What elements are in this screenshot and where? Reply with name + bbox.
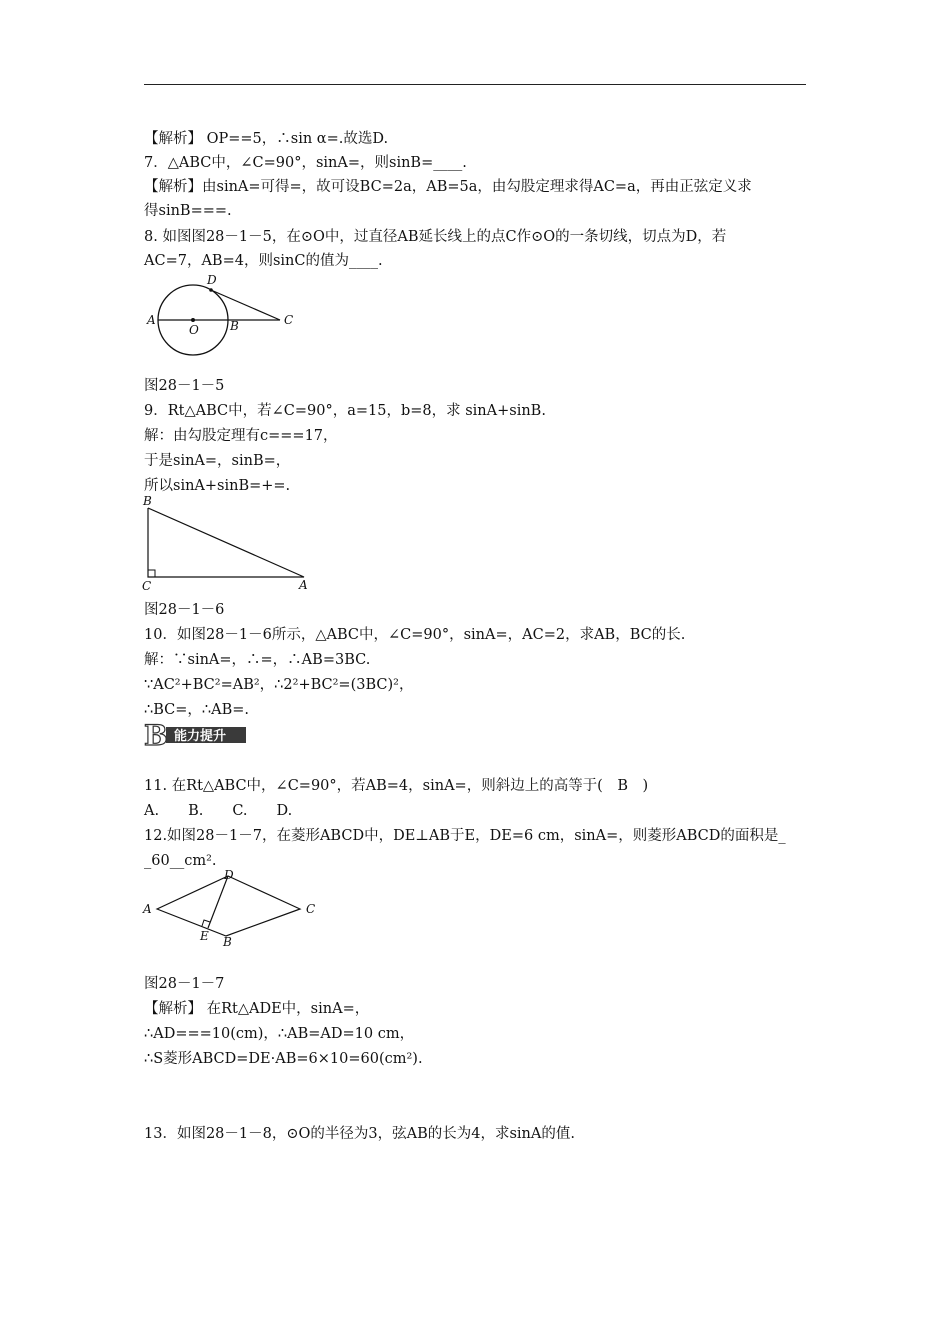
- label-c: C: [284, 313, 294, 327]
- analysis-7-line2: 得sinB===.: [144, 203, 232, 219]
- question-11: 11. 在Rt△ABC中，∠C=90°，若AB=4，sinA=，则斜边上的高等于( B ): [144, 778, 649, 794]
- figure-caption-28-1-5: 图28－1－5: [144, 378, 225, 394]
- header-rule: [144, 84, 806, 85]
- options-11: A. B. C. D.: [144, 803, 293, 819]
- analysis-12-line1: 【解析】 在Rt△ADE中，sinA=，: [144, 1001, 370, 1017]
- tangent-line: [211, 290, 280, 320]
- tangent-point-dot: [209, 288, 213, 292]
- label-b: B: [223, 935, 232, 949]
- center-dot: [191, 318, 195, 322]
- label-d: D: [224, 868, 234, 882]
- question-13: 13．如图28－1－8，⊙O的半径为3，弦AB的长为4，求sinA的值.: [144, 1126, 575, 1142]
- rhombus: [157, 876, 300, 936]
- banner-letter: B: [144, 721, 168, 747]
- label-d: D: [207, 273, 217, 287]
- label-a: A: [147, 313, 156, 327]
- label-o: O: [189, 323, 199, 337]
- label-b: B: [143, 494, 152, 508]
- analysis-6: 【解析】 OP==5，∴sin α=.故选D.: [144, 131, 389, 147]
- label-a: A: [143, 902, 152, 916]
- figure-28-1-7: [140, 866, 325, 956]
- analysis-12-line2: ∴AD===10(cm)，∴AB=AD=10 cm，: [144, 1026, 415, 1042]
- banner-text: 能力提升: [174, 729, 227, 744]
- right-angle-mark: [148, 570, 155, 577]
- question-12-line2: _60__cm².: [144, 853, 217, 869]
- solution-9-line2: 于是sinA=，sinB=，: [144, 453, 291, 469]
- question-12-line1: 12.如图28－1－7，在菱形ABCD中，DE⊥AB于E，DE=6 cm，sinA=，则菱形ABCD的面积是_: [144, 828, 786, 844]
- solution-10-line1: 解：∵sinA=，∴=，∴AB=3BC.: [144, 652, 371, 668]
- right-triangle: [148, 508, 304, 577]
- question-8-line2: AC=7，AB=4，则sinC的值为____.: [144, 253, 383, 269]
- solution-9-line3: 所以sinA+sinB=+=.: [144, 478, 291, 494]
- question-9: 9．Rt△ABC中，若∠C=90°，a=15，b=8，求 sinA+sinB.: [144, 403, 546, 419]
- section-banner: [144, 721, 248, 747]
- label-c: C: [306, 902, 316, 916]
- figure-caption-28-1-6: 图28－1－6: [144, 602, 225, 618]
- analysis-12-line3: ∴S菱形ABCD=DE·AB=6×10=60(cm²).: [144, 1051, 423, 1067]
- question-7: 7．△ABC中，∠C=90°，sinA=，则sinB=____.: [144, 155, 467, 171]
- figure-28-1-6: [138, 494, 318, 594]
- label-c: C: [142, 579, 152, 593]
- figure-caption-28-1-7: 图28－1－7: [144, 976, 225, 992]
- question-8-line1: 8. 如图图28－1－5，在⊙O中，过直径AB延长线上的点C作⊙O的一条切线，切点为D，若: [144, 229, 727, 245]
- solution-10-line3: ∴BC=，∴AB=.: [144, 702, 250, 718]
- analysis-7-line1: 【解析】由sinA=可得=，故可设BC=2a，AB=5a，由勾股定理求得AC=a，再由正弦定义求: [144, 179, 752, 195]
- figure-28-1-5: [144, 270, 304, 365]
- solution-9-line1: 解：由勾股定理有c===17，: [144, 428, 338, 444]
- label-b: B: [230, 319, 239, 333]
- label-e: E: [200, 929, 209, 943]
- label-a: A: [299, 578, 308, 592]
- solution-10-line2: ∵AC²+BC²=AB²，∴2²+BC²=(3BC)²，: [144, 677, 414, 693]
- question-10: 10．如图28－1－6所示，△ABC中，∠C=90°，sinA=，AC=2，求AB，BC的长.: [144, 627, 686, 643]
